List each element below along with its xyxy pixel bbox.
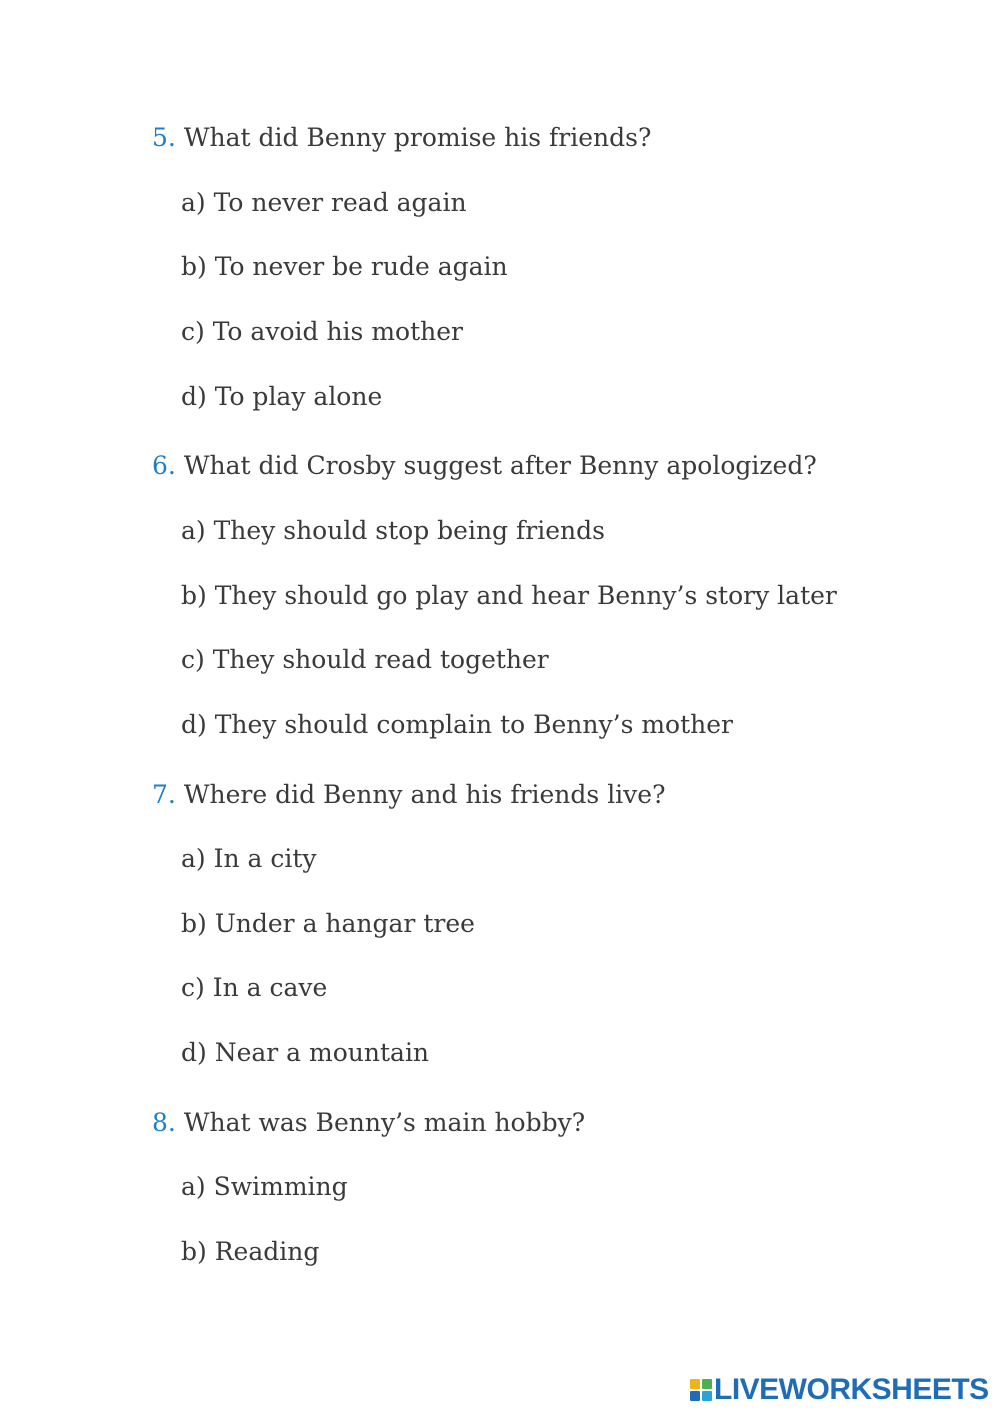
option-6d[interactable]: d) They should complain to Benny’s mother (181, 710, 733, 739)
question-6 (152, 451, 817, 481)
logo-text: LIVEWORKSHEETS (714, 1373, 989, 1406)
option-8b[interactable]: b) Reading (181, 1237, 320, 1266)
option-5b[interactable]: b) To never be rude again (181, 252, 508, 281)
liveworksheets-logo-icon (690, 1379, 712, 1401)
option-6c[interactable]: c) They should read together (181, 645, 549, 674)
option-5d[interactable]: d) To play alone (181, 382, 383, 411)
question-8 (152, 1108, 585, 1138)
question-number: 7. (152, 780, 176, 809)
option-6a[interactable]: a) They should stop being friends (181, 516, 605, 545)
question-5 (152, 123, 651, 153)
question-number: 6. (152, 451, 176, 480)
liveworksheets-logo[interactable] (690, 1374, 989, 1406)
question-text: What was Benny’s main hobby? (183, 1108, 586, 1137)
option-7a[interactable]: a) In a city (181, 844, 317, 873)
option-7d[interactable]: d) Near a mountain (181, 1038, 430, 1067)
option-5a[interactable]: a) To never read again (181, 188, 467, 217)
question-text: What did Benny promise his friends? (183, 123, 652, 152)
option-5c[interactable]: c) To avoid his mother (181, 317, 463, 346)
question-7 (152, 780, 666, 810)
question-number: 8. (152, 1108, 176, 1137)
question-text: What did Crosby suggest after Benny apologized? (183, 451, 817, 480)
option-8a[interactable]: a) Swimming (181, 1172, 348, 1201)
question-number: 5. (152, 123, 176, 152)
question-text: Where did Benny and his friends live? (183, 780, 666, 809)
option-6b[interactable]: b) They should go play and hear Benny’s story later (181, 581, 837, 610)
option-7c[interactable]: c) In a cave (181, 973, 328, 1002)
option-7b[interactable]: b) Under a hangar tree (181, 909, 475, 938)
